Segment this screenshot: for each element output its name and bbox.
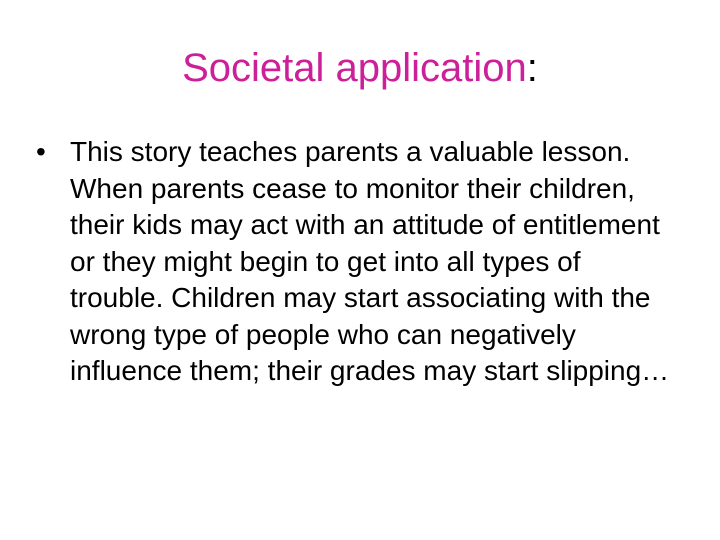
slide-title-text: Societal application [182,46,527,90]
bullet-text: This story teaches parents a valuable lesson. When parents cease to monitor their children, their kids may act with an attitude of entitlement or they might begin to get into all types of trouble. Children may start associating with the wrong type of people who can negatively influence them; their grades may start slipping… [70,136,670,386]
slide-title-colon: : [526,46,538,90]
bullet-icon: • [36,136,46,167]
bullet-item [36,134,676,390]
slide-title [0,42,720,94]
bullet-list [36,134,676,390]
